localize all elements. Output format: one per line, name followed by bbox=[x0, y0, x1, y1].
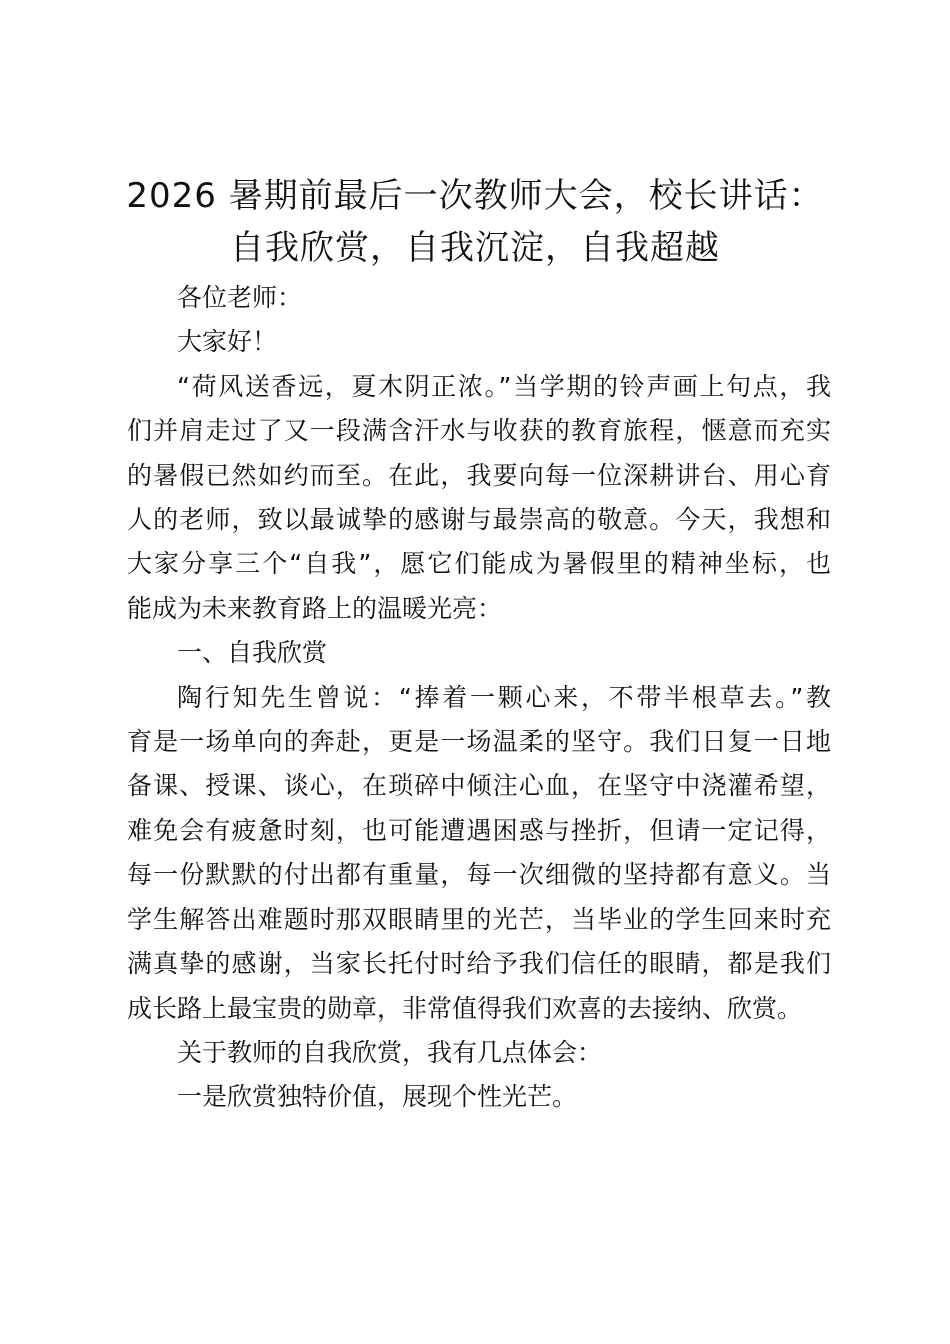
paragraph-line: 备课、授课、谈心，在琐碎中倾注心血，在坚守中浇灌希望， bbox=[127, 771, 831, 801]
speech-body bbox=[127, 276, 831, 1120]
paragraph-line: 成长路上最宝贵的勋章，非常值得我们欢喜的去接纳、欣赏。 bbox=[127, 993, 803, 1023]
title-line-1: 2026 暑期前最后一次教师大会，校长讲话： bbox=[126, 176, 824, 216]
paragraph-line: 育是一场单向的奔赴，更是一场温柔的坚守。我们日复一日地 bbox=[127, 727, 831, 757]
paragraph-line: 满真挚的感谢，当家长托付时给予我们信任的眼睛，都是我们 bbox=[127, 949, 831, 979]
section-heading: 一、自我欣赏 bbox=[177, 638, 328, 668]
paragraph-intro bbox=[127, 365, 831, 631]
paragraph-line: 的暑假已然如约而至。在此，我要向每一位深耕讲台、用心育 bbox=[127, 460, 831, 490]
paragraph-line: 大家分享三个“自我”，愿它们能成为暑假里的精神坐标，也 bbox=[127, 549, 831, 579]
hello: 大家好！ bbox=[177, 327, 278, 357]
paragraph-line: 学生解答出难题时那双眼睛里的光芒，当毕业的学生回来时充 bbox=[127, 904, 831, 934]
paragraph-line: “荷风送香远，夏木阴正浓。”当学期的铃声画上句点，我 bbox=[177, 371, 831, 401]
paragraph-line: 人的老师，致以最诚挚的感谢与最崇高的敬意。今天，我想和 bbox=[127, 505, 831, 535]
paragraph-line: 每一份默默的付出都有重量，每一次细微的坚持都有意义。当 bbox=[127, 860, 831, 890]
greeting: 各位老师： bbox=[177, 283, 303, 312]
paragraph-self-appreciation bbox=[127, 676, 831, 1031]
paragraph-line: 能成为未来教育路上的温暖光亮： bbox=[127, 593, 503, 623]
paragraph-point-one: 一是欣赏独特价值，展现个性光芒。 bbox=[177, 1082, 578, 1112]
paragraph-line: 难免会有疲惫时刻，也可能遭遇困惑与挫折，但请一定记得， bbox=[127, 815, 831, 845]
title-line-2: 自我欣赏，自我沉淀，自我超越 bbox=[230, 228, 720, 268]
paragraph-line: 们并肩走过了又一段满含汗水与收获的教育旅程，惬意而充实 bbox=[127, 416, 831, 446]
paragraph-reflections: 关于教师的自我欣赏，我有几点体会： bbox=[177, 1037, 603, 1067]
paragraph-line: 陶行知先生曾说：“捧着一颗心来，不带半根草去。”教 bbox=[177, 682, 831, 712]
